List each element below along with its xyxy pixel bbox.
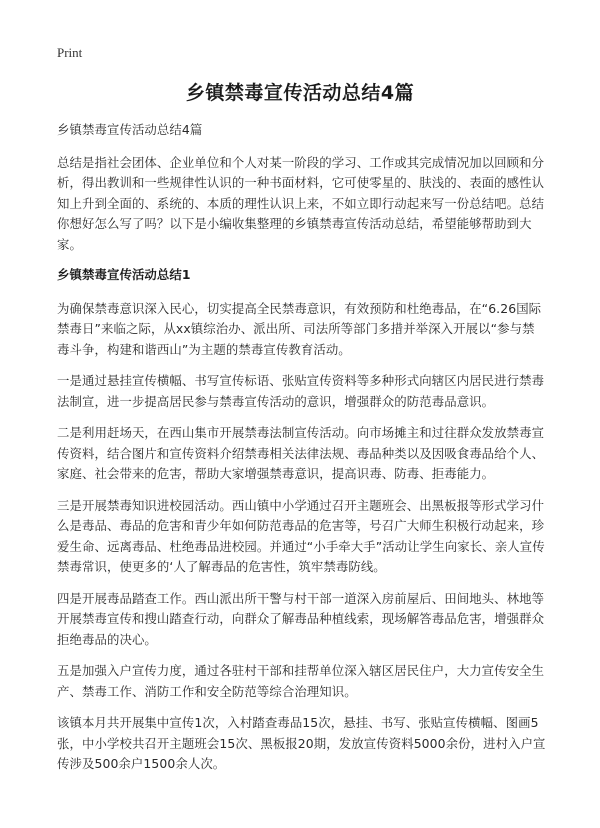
article-subtitle: 乡镇禁毒宣传活动总结4篇 xyxy=(57,122,203,137)
section-heading: 乡镇禁毒宣传活动总结1 xyxy=(57,267,191,282)
intro-paragraph: 总结是指社会团体、企业单位和个人对某一阶段的学习、工作或其完成情况加以回顾和分析，得出教训和一些规律性认识的一种书面材料，它可使零星的、肤浅的、表面的感性认知上升到全面的、系统的、本质的理性认识上来，不如立即行动起来写一份总结吧。总结你想好怎么写了吗？以下是小编收集整理的乡镇禁毒宣传活动总结，希望能够帮助到大家。 xyxy=(57,154,545,252)
body-paragraph: 该镇本月共开展集中宣传1次，入村踏查毒品15次，悬挂、书写、张贴宣传横幅、图画5张，中小学校共召开主题班会15次、黑板报20期，发放宣传资料5000余份，进村入户宣传涉及500余户1500余人次。 xyxy=(57,715,546,771)
body-paragraph: 为确保禁毒意识深入民心，切实提高全民禁毒意识，有效预防和杜绝毒品，在“6.26国际禁毒日”来临之际，从xx镇综治办、派出所、司法所等部门多措并举深入开展以“参与禁毒斗争，构建和谐西山”为主题的禁毒宣传教育活动。 xyxy=(57,300,542,357)
print-link[interactable]: Print xyxy=(57,45,83,60)
body-paragraph: 一是通过悬挂宣传横幅、书写宣传标语、张贴宣传资料等多种形式向辖区内居民进行禁毒法制宣，进一步提高居民参与禁毒宣传活动的意识，增强群众的防范毒品意识。 xyxy=(57,373,545,409)
body-paragraph: 二是利用赶场天，在西山集市开展禁毒法制宣传活动。向市场摊主和过往群众发放禁毒宣传资料，结合图片和宣传资料介绍禁毒相关法律法规、毒品种类以及因吸食毒品给个人、家庭、社会带来的危害，帮助大家增强禁毒意识，提高识毒、防毒、拒毒能力。 xyxy=(57,425,545,481)
page-title: 乡镇禁毒宣传活动总结4篇 xyxy=(185,82,415,104)
body-paragraph: 四是开展毒品踏查工作。西山派出所干警与村干部一道深入房前屋后、田间地头、林地等开展禁毒宣传和搜山踏查行动，向群众了解毒品种植线索，现场解答毒品危害，增强群众拒绝毒品的决心。 xyxy=(57,590,545,647)
body-paragraph: 三是开展禁毒知识进校园活动。西山镇中小学通过召开主题班会、出黑板报等形式学习什么是毒品、毒品的危害和青少年如何防范毒品的危害等，号召广大师生积极行动起来，珍爱生命、远离毒品、杜绝毒品进校园。并通过“小手牵大手”活动让学生向家长、亲人宣传禁毒常识，使更多的‘人了解毒品的危害性，筑牢禁毒防线。 xyxy=(57,497,545,574)
body-paragraph: 五是加强入户宣传力度，通过各驻村干部和挂帮单位深入辖区居民住户，大力宣传安全生产、禁毒工作、消防工作和安全防范等综合治理知识。 xyxy=(57,663,545,699)
article-body xyxy=(57,120,547,786)
